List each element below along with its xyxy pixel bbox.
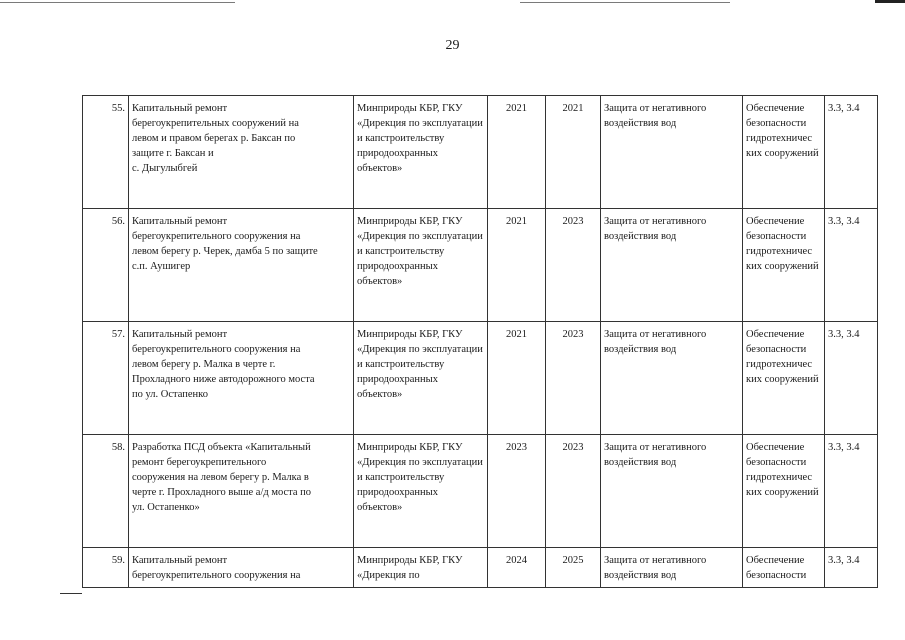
indicators: 3.3, 3.4 (825, 96, 878, 209)
task: Обеспечение безопасности гидротехничес ких сооружений (743, 96, 825, 209)
executor: Минприроды КБР, ГКУ «Дирекция по эксплуатации и капстроительству природоохранных объектов» (354, 322, 488, 435)
page-number: 29 (445, 38, 460, 53)
executor: Минприроды КБР, ГКУ «Дирекция по эксплуатации и капстроительству природоохранных объектов» (354, 435, 488, 548)
indicators: 3.3, 3.4 (825, 435, 878, 548)
table-row (83, 435, 878, 548)
goal: Защита от негативного воздействия вод (601, 548, 743, 588)
scan-top-rule (0, 2, 235, 3)
end-year: 2021 (546, 96, 601, 209)
row-number: 55. (83, 96, 129, 209)
row-number: 56. (83, 209, 129, 322)
table-row (83, 548, 878, 588)
row-number: 57. (83, 322, 129, 435)
goal: Защита от негативного воздействия вод (601, 209, 743, 322)
table-row (83, 96, 878, 209)
measure-name: Разработка ПСД объекта «Капитальный ремонт берегоукрепительного сооружения на левом берегу р. Малка в черте г. Прохладного выше а/д моста по ул. Остапенко» (129, 435, 354, 548)
task: Обеспечение безопасности гидротехничес ких сооружений (743, 209, 825, 322)
row-number: 59. (83, 548, 129, 588)
start-year: 2023 (488, 435, 546, 548)
goal: Защита от негативного воздействия вод (601, 322, 743, 435)
task: Обеспечение безопасности гидротехничес ких сооружений (743, 322, 825, 435)
task: Обеспечение безопасности (743, 548, 825, 588)
indicators: 3.3, 3.4 (825, 322, 878, 435)
task: Обеспечение безопасности гидротехничес ких сооружений (743, 435, 825, 548)
goal: Защита от негативного воздействия вод (601, 96, 743, 209)
start-year: 2024 (488, 548, 546, 588)
goal: Защита от негативного воздействия вод (601, 435, 743, 548)
start-year: 2021 (488, 96, 546, 209)
start-year: 2021 (488, 209, 546, 322)
executor: Минприроды КБР, ГКУ «Дирекция по (354, 548, 488, 588)
scan-top-rule (520, 2, 730, 3)
end-year: 2023 (546, 322, 601, 435)
executor: Минприроды КБР, ГКУ «Дирекция по эксплуатации и капстроительству природоохранных объектов» (354, 96, 488, 209)
scan-mark (875, 0, 905, 3)
program-measures-table (82, 95, 878, 588)
end-year: 2025 (546, 548, 601, 588)
executor: Минприроды КБР, ГКУ «Дирекция по эксплуатации и капстроительству природоохранных объектов» (354, 209, 488, 322)
start-year: 2021 (488, 322, 546, 435)
indicators: 3.3, 3.4 (825, 548, 878, 588)
table-row (83, 322, 878, 435)
scan-bottom-rule (60, 593, 82, 594)
end-year: 2023 (546, 209, 601, 322)
table-row (83, 209, 878, 322)
indicators: 3.3, 3.4 (825, 209, 878, 322)
measure-name: Капитальный ремонт берегоукрепительного сооружения на левом берегу р. Черек, дамба 5 по защите с.п. Аушигер (129, 209, 354, 322)
measure-name: Капитальный ремонт берегоукрепительных сооружений на левом и правом берегах р. Баксан по защите г. Баксан и с. Дыгулыбгей (129, 96, 354, 209)
row-number: 58. (83, 435, 129, 548)
end-year: 2023 (546, 435, 601, 548)
measure-name: Капитальный ремонт берегоукрепительного сооружения на (129, 548, 354, 588)
measure-name: Капитальный ремонт берегоукрепительного сооружения на левом берегу р. Малка в черте г. Прохладного ниже автодорожного моста по ул. Остапенко (129, 322, 354, 435)
